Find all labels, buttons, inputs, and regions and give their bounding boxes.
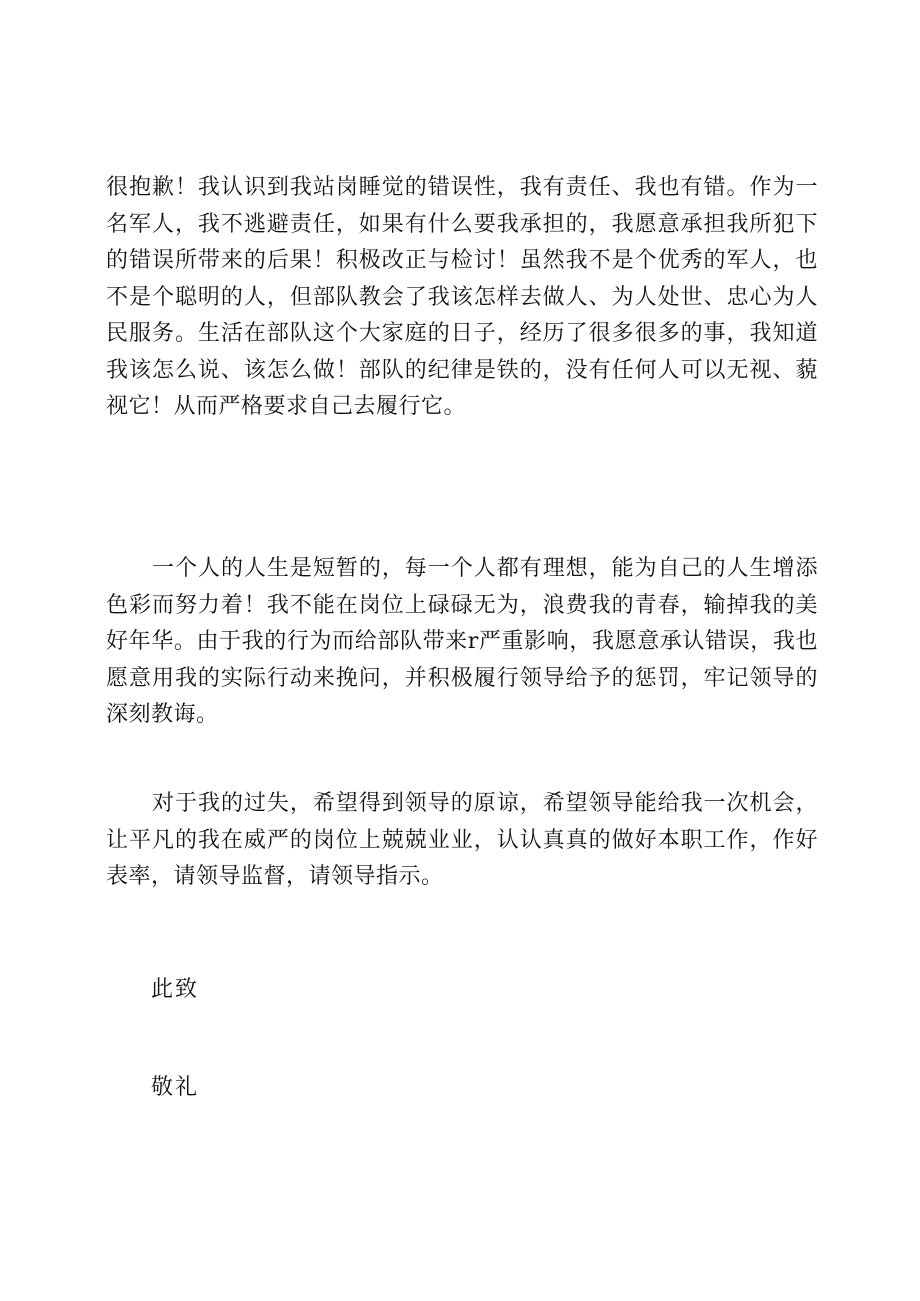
- closing-salutation: 此致: [151, 977, 200, 1002]
- letter-paragraph-3: 对于我的过失，希望得到领导的原谅，希望领导能给我一次机会，让平凡的我在威严的岗位上兢兢业业，认认真真的做好本职工作，作好表率，请领导监督，请领导指示。: [106, 791, 818, 889]
- letter-paragraph-1: 很抱歉！我认识到我站岗睡觉的错误性，我有责任、我也有错。作为一名军人，我不逃避责任，如果有什么要我承担的，我愿意承担我所犯下的错误所带来的后果！积极改正与检讨！虽然我不是个优秀的军人，也不是个聪明的人，但部队教会了我该怎样去做人、为人处世、忠心为人民服务。生活在部队这个大家庭的日子，经历了很多很多的事，我知道我该怎么说、该怎么做！部队的纪律是铁的，没有任何人可以无视、藐视它！从而严格要求自己去履行它。: [106, 175, 818, 419]
- letter-paragraph-2: 一个人的人生是短暂的，每一个人都有理想，能为自己的人生增添色彩而努力着！我不能在岗位上碌碌无为，浪费我的青春，输掉我的美好年华。由于我的行为而给部队带来r严重影响，我愿意承认错误，我也愿意用我的实际行动来挽问，并积极履行领导给予的惩罚，牢记领导的深刻教诲。: [106, 556, 818, 727]
- closing-regards: 敬礼: [151, 1075, 200, 1100]
